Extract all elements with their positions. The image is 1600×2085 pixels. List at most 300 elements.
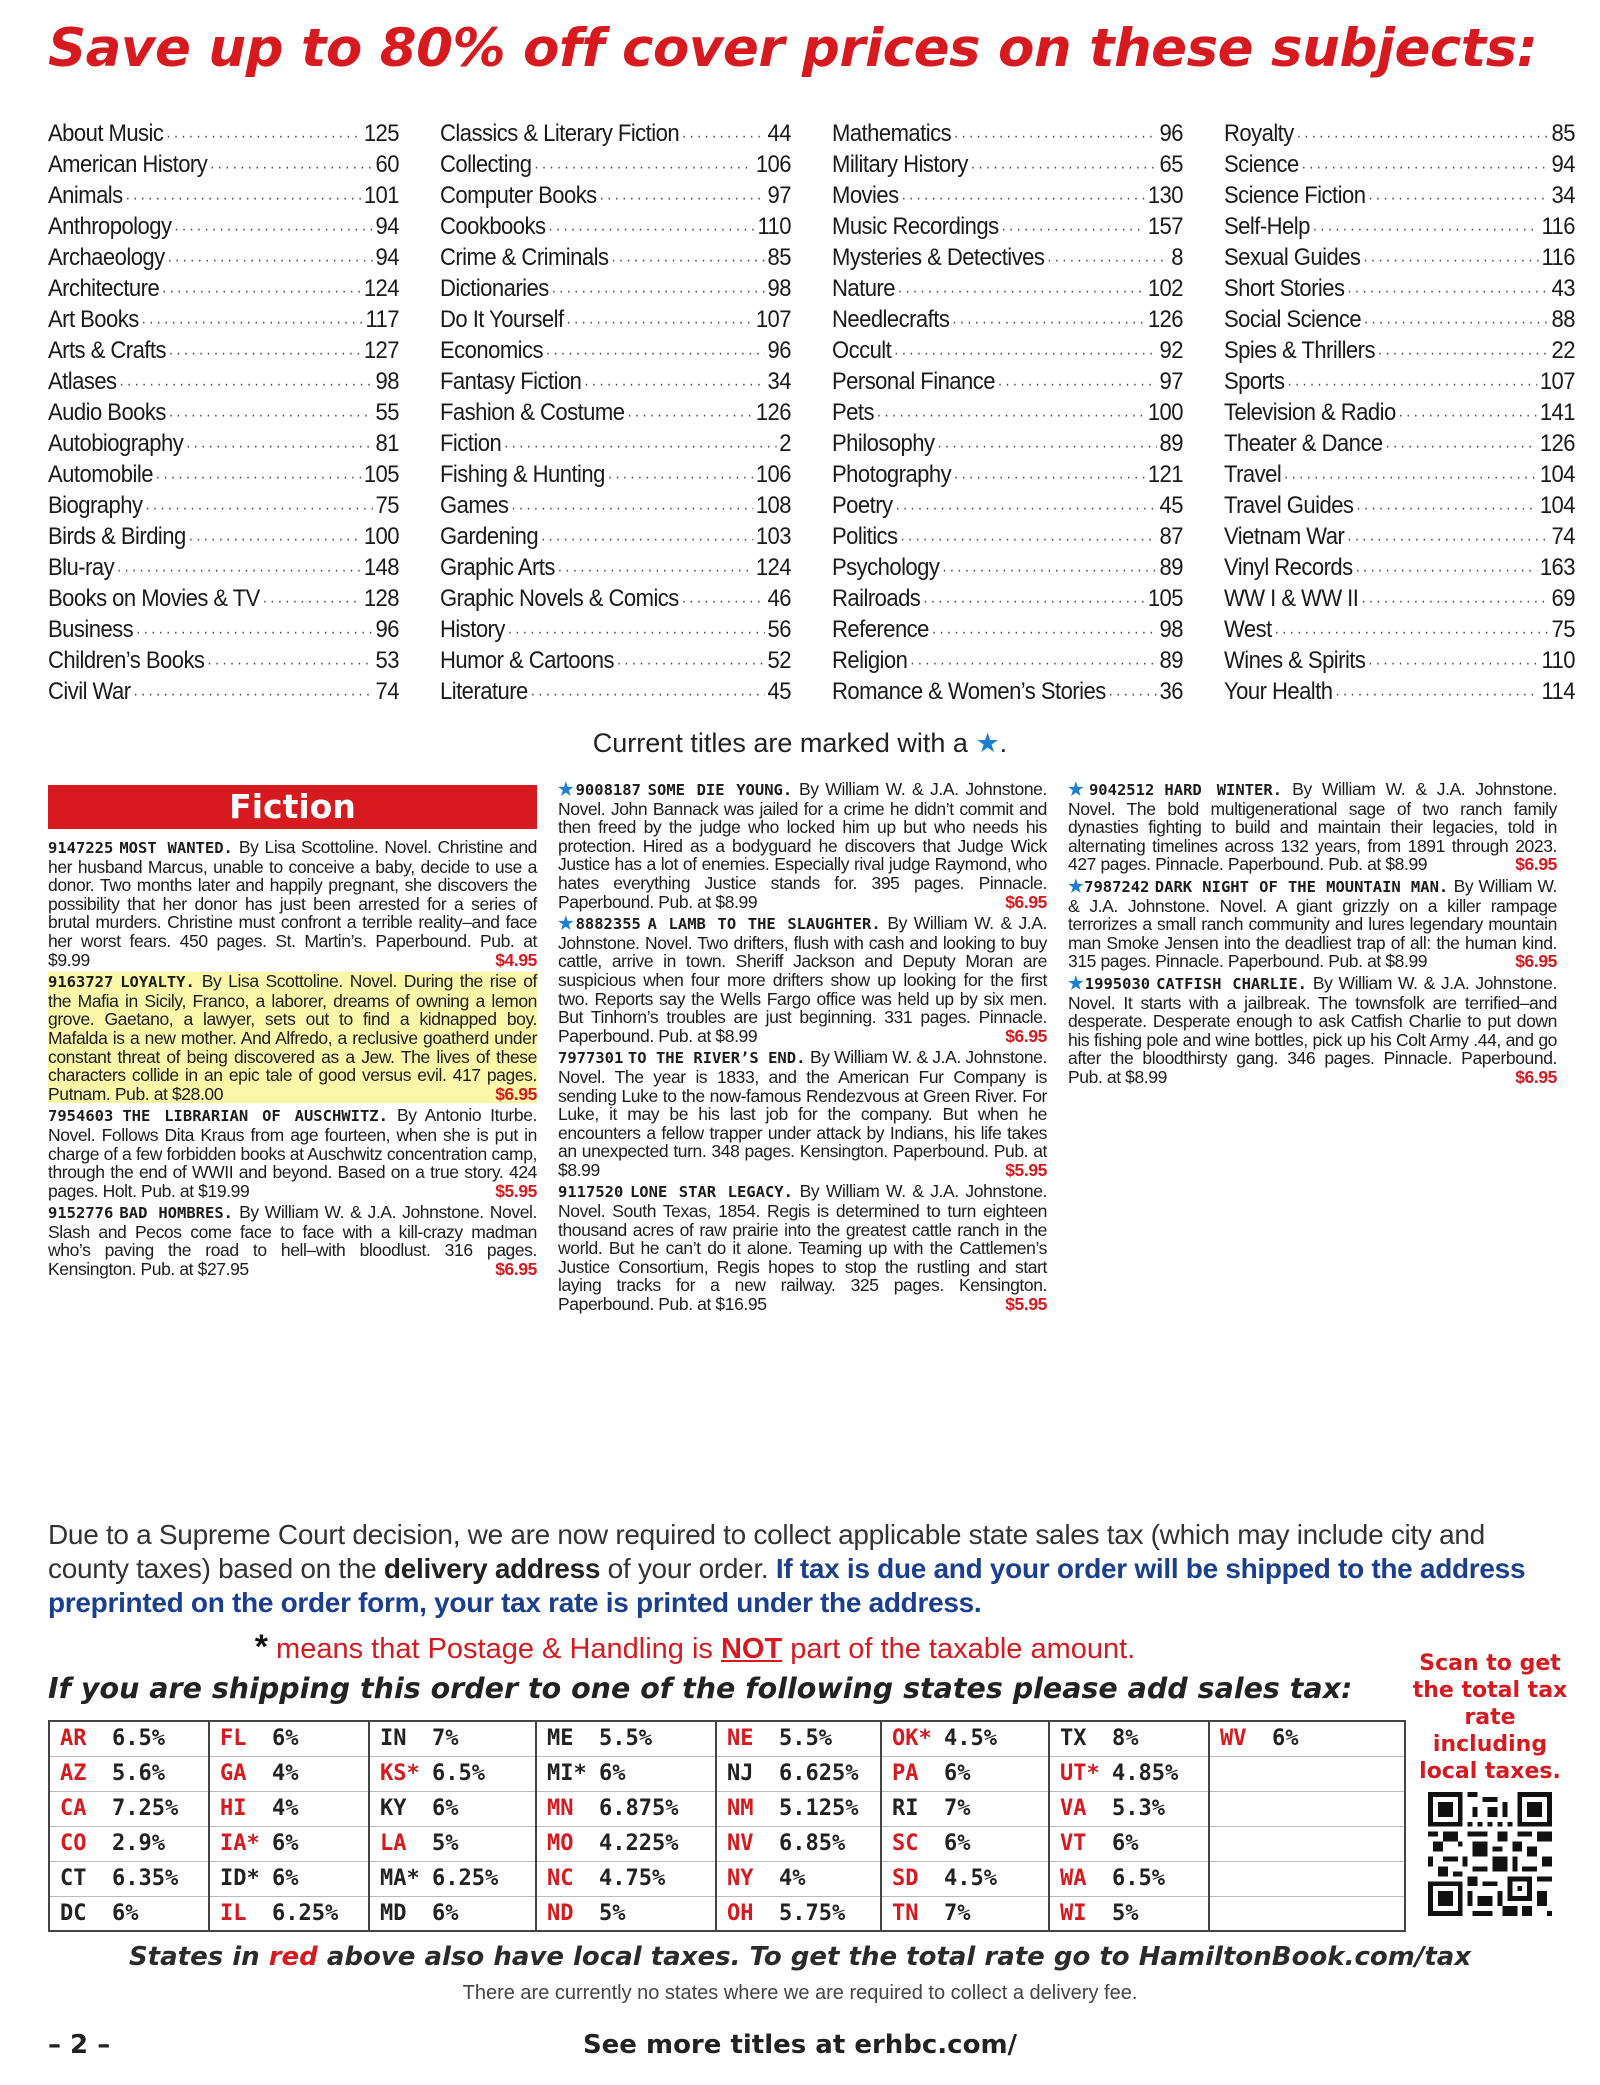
subject-entry[interactable]	[832, 430, 1183, 461]
leader-dots	[895, 500, 1157, 518]
subject-entry[interactable]	[48, 616, 399, 647]
book-listing[interactable]	[558, 914, 1047, 1045]
subject-name: Nature	[832, 275, 895, 302]
subject-page-number: 2	[779, 430, 791, 457]
state-code: ME	[547, 1726, 574, 1752]
subject-entry[interactable]	[48, 151, 399, 182]
state-code: NY	[727, 1866, 754, 1891]
subject-entry[interactable]	[1224, 151, 1575, 182]
book-listing[interactable]	[1068, 877, 1557, 971]
subject-page-number: 97	[767, 182, 791, 209]
leader-dots	[1287, 376, 1537, 394]
subject-entry[interactable]	[440, 492, 791, 523]
subject-entry[interactable]	[1224, 585, 1575, 616]
book-column-2	[558, 780, 1047, 1317]
leader-dots	[1363, 252, 1539, 270]
delivery-fee-note: There are currently no states where we are required to collect a delivery fee.	[462, 1982, 1138, 2004]
tax-rate: 5%	[432, 1831, 459, 1856]
subject-entry[interactable]	[48, 182, 399, 213]
subject-name: Vietnam War	[1224, 523, 1345, 550]
subject-page-number: 127	[363, 337, 399, 364]
leader-dots	[558, 562, 754, 580]
subject-page-number: 121	[1147, 461, 1183, 488]
tax-cell	[49, 1861, 209, 1896]
tax-cell	[1049, 1861, 1209, 1896]
leader-dots	[1356, 500, 1537, 518]
leader-dots	[584, 376, 765, 394]
state-code: IA*	[220, 1831, 260, 1856]
tax-cell	[49, 1896, 209, 1931]
tax-cell	[369, 1896, 536, 1931]
subject-page-number: 89	[1159, 430, 1183, 457]
subject-entry[interactable]	[48, 492, 399, 523]
subject-name: Cookbooks	[440, 213, 546, 240]
tax-cell	[881, 1896, 1049, 1931]
subject-name: Movies	[832, 182, 899, 209]
tax-cell	[369, 1791, 536, 1826]
tax-cell	[881, 1826, 1049, 1861]
subject-entry[interactable]	[832, 306, 1183, 337]
leader-dots	[117, 562, 361, 580]
tax-rate: 6%	[112, 1900, 139, 1926]
subject-name: West	[1224, 616, 1272, 643]
tax-cell	[1209, 1791, 1405, 1826]
subject-page-number: 103	[755, 523, 791, 550]
subject-name: Romance & Women’s Stories	[832, 678, 1106, 705]
leader-dots	[998, 376, 1157, 394]
state-code: MI*	[547, 1761, 587, 1786]
tax-rate: 6%	[272, 1726, 299, 1752]
tax-cell	[881, 1861, 1049, 1896]
tax-cell	[536, 1896, 716, 1931]
tax-cell	[209, 1756, 369, 1791]
state-code: CT	[60, 1866, 87, 1891]
leader-dots	[508, 624, 765, 642]
leader-dots	[1313, 221, 1539, 239]
subject-entry[interactable]	[1224, 275, 1575, 306]
subject-entry[interactable]	[832, 523, 1183, 554]
subject-entry[interactable]	[48, 430, 399, 461]
subject-entry[interactable]	[48, 306, 399, 337]
subject-entry[interactable]	[440, 306, 791, 337]
subject-page-number: 34	[767, 368, 791, 395]
tax-rate: 6%	[272, 1866, 299, 1891]
subject-entry[interactable]	[832, 492, 1183, 523]
subject-page-number: 46	[767, 585, 791, 612]
subject-page-number: 102	[1147, 275, 1183, 302]
subject-entry[interactable]	[832, 275, 1183, 306]
subject-page-number: 52	[767, 647, 791, 674]
book-price: $4.95	[495, 949, 537, 970]
scan-qr-label: Scan to get the total tax rate including local taxes.	[1412, 1651, 1568, 1784]
subject-page-number: 45	[767, 678, 791, 705]
subject-entry[interactable]	[1224, 554, 1575, 585]
subject-page-number: 98	[1159, 616, 1183, 643]
subject-name: Social Science	[1224, 306, 1362, 333]
leader-dots	[954, 469, 1145, 487]
subject-entry[interactable]	[440, 337, 791, 368]
subject-entry[interactable]	[1224, 182, 1575, 213]
subject-entry[interactable]	[440, 461, 791, 492]
subject-page-number: 92	[1159, 337, 1183, 364]
subject-entry[interactable]	[1224, 337, 1575, 368]
subject-entry[interactable]	[440, 399, 791, 430]
subject-entry[interactable]	[48, 585, 399, 616]
subject-name: Mathematics	[832, 120, 952, 147]
book-item-number: 9042512	[1088, 781, 1155, 799]
tax-cell	[536, 1861, 716, 1896]
subject-page-number: 65	[1159, 151, 1183, 178]
subject-entry[interactable]	[1224, 306, 1575, 337]
tax-row	[49, 1756, 1405, 1791]
subject-entry[interactable]	[48, 647, 399, 678]
tax-rate: 4%	[779, 1866, 806, 1891]
book-listing[interactable]	[558, 1182, 1047, 1313]
subject-page-number: 107	[1539, 368, 1575, 395]
leader-dots	[534, 159, 753, 177]
state-code: IL	[220, 1900, 247, 1926]
subject-page-number: 116	[1541, 244, 1575, 271]
subject-name: Children’s Books	[48, 647, 205, 674]
subject-entry[interactable]	[832, 461, 1183, 492]
tax-cell	[209, 1826, 369, 1861]
tax-cell	[1209, 1896, 1405, 1931]
book-listing[interactable]	[48, 1203, 537, 1278]
state-code: OK*	[892, 1726, 932, 1752]
leader-dots	[1335, 686, 1539, 704]
subject-entry[interactable]	[1224, 368, 1575, 399]
subject-entry[interactable]	[832, 554, 1183, 585]
subject-name: Humor & Cartoons	[440, 647, 614, 674]
book-item-number: 9147225	[48, 839, 114, 857]
leader-dots	[1355, 562, 1537, 580]
tax-cell	[369, 1721, 536, 1756]
current-titles-note: Current titles are marked with a ★.	[592, 728, 1008, 758]
tax-rate: 6.35%	[112, 1866, 179, 1891]
subject-name: Short Stories	[1224, 275, 1345, 302]
subject-entry[interactable]	[1224, 120, 1575, 151]
leader-dots	[1274, 624, 1548, 642]
state-code: NE	[727, 1726, 754, 1752]
subject-page-number: 104	[1539, 461, 1575, 488]
subject-entry[interactable]	[48, 461, 399, 492]
subject-entry[interactable]	[440, 430, 791, 461]
subject-name: Games	[440, 492, 509, 519]
subject-entry[interactable]	[48, 399, 399, 430]
book-price: $6.95	[1515, 951, 1557, 972]
leader-dots	[133, 686, 373, 704]
subject-page-number: 34	[1551, 182, 1575, 209]
current-title-star-icon: ★	[1068, 972, 1085, 993]
subject-entry[interactable]	[832, 616, 1183, 647]
book-listing[interactable]	[48, 1106, 537, 1200]
current-title-star-icon: ★	[558, 779, 576, 799]
subject-entry[interactable]	[832, 678, 1183, 709]
tax-rate: 5%	[1112, 1900, 1139, 1926]
book-description: By William W. & J.A. Johnstone. Novel. Two drifters, flush with cash and looking to buy cattle, arrive in town. Sheriff Jackson and Deputy Moran are suspicious when four more drifters show up looking for the first two. Reports say the Wells Fargo office was held up by six men. But Tinhorn’s troubles are just beginning. 331 pages. Pinnacle. Paperbound. Pub. at $8.99	[558, 913, 1047, 1046]
subject-name: Anthropology	[48, 213, 172, 240]
book-listing[interactable]	[558, 780, 1047, 911]
state-code: NV	[727, 1831, 754, 1856]
leader-dots	[1378, 345, 1549, 363]
subject-entry[interactable]	[1224, 523, 1575, 554]
asterisk-icon: *	[254, 1628, 268, 1666]
subject-name: Audio Books	[48, 399, 166, 426]
subject-entry[interactable]	[440, 647, 791, 678]
state-code: VA	[1060, 1796, 1087, 1821]
subject-entry[interactable]	[440, 213, 791, 244]
state-code: PA	[892, 1761, 919, 1786]
subject-page-number: 98	[767, 275, 791, 302]
current-title-star-icon: ★	[1068, 875, 1085, 896]
subject-entry[interactable]	[48, 275, 399, 306]
leader-dots	[1385, 438, 1537, 456]
tax-rate: 6%	[599, 1761, 626, 1786]
subject-page-number: 124	[755, 554, 791, 581]
subject-page-number: 75	[1551, 616, 1575, 643]
subject-entry[interactable]	[1224, 647, 1575, 678]
book-title: A LAMB TO THE SLAUGHTER.	[647, 915, 881, 934]
book-listing[interactable]	[48, 838, 537, 969]
book-description: By Lisa Scottoline. Novel. Christine and her husband Marcus, unable to conceive a baby, decide to use a donor. Two months later and happily pregnant, she discovers the possibility that her donor has just been arrested for a series of brutal murders. Christine must confront a terrible reality–and face her worst fears. 450 pages. St. Martin’s. Paperbound. Pub. at $9.99	[48, 837, 538, 970]
subject-page-number: 125	[363, 120, 399, 147]
subject-entry[interactable]	[1224, 461, 1575, 492]
subject-entry[interactable]	[832, 244, 1183, 275]
state-code: DC	[60, 1900, 87, 1926]
subject-entry[interactable]	[440, 368, 791, 399]
book-description: By William W. & J.A. Johnstone. Novel. The bold multigenerational sage of two ranch family dynasties fighting to build and maintain their legacies, told in alternating timelines across 132 years, from 1891 through 2023. 427 pages. Pinnacle. Paperbound. Pub. at $8.99	[1068, 779, 1558, 875]
subject-entry[interactable]	[1224, 678, 1575, 709]
state-code: MN	[547, 1796, 574, 1821]
subject-entry[interactable]	[48, 678, 399, 709]
subject-name: Animals	[48, 182, 123, 209]
state-code: WA	[1060, 1866, 1087, 1891]
subject-name: Science Fiction	[1224, 182, 1366, 209]
subject-page-number: 110	[1541, 647, 1575, 674]
state-code: WI	[1060, 1900, 1087, 1926]
state-code: MD	[380, 1900, 407, 1926]
subject-page-number: 87	[1159, 523, 1183, 550]
tax-cell	[1209, 1756, 1405, 1791]
subject-name: Music Recordings	[832, 213, 999, 240]
subject-entry[interactable]	[832, 399, 1183, 430]
leader-dots	[1001, 221, 1145, 239]
tax-cell	[536, 1721, 716, 1756]
leader-dots	[1364, 314, 1549, 332]
leader-dots	[156, 469, 362, 487]
book-price: $6.95	[495, 1083, 537, 1104]
subject-entry[interactable]	[440, 616, 791, 647]
book-item-number: 1995030	[1084, 974, 1151, 993]
tax-rate: 6.875%	[599, 1796, 679, 1821]
subject-entry[interactable]	[832, 647, 1183, 678]
tax-rate: 4.5%	[944, 1866, 997, 1891]
leader-dots	[504, 438, 777, 456]
postage-note: * means that Postage & Handling is NOT part of the taxable amount.	[254, 1628, 1136, 1666]
subject-name: Sports	[1224, 368, 1285, 395]
tax-cell	[716, 1861, 881, 1896]
subject-entry[interactable]	[832, 151, 1183, 182]
subject-page-number: 60	[375, 151, 399, 178]
subject-name: Archaeology	[48, 244, 165, 271]
subject-entry[interactable]	[440, 244, 791, 275]
subject-page-number: 89	[1159, 554, 1183, 581]
subject-entry[interactable]	[832, 120, 1183, 151]
subject-entry[interactable]	[832, 337, 1183, 368]
qr-code-icon[interactable]	[1428, 1792, 1552, 1916]
book-price: $5.95	[1005, 1294, 1047, 1315]
state-code: FL	[220, 1726, 247, 1752]
book-title: SOME DIE YOUNG.	[647, 781, 793, 799]
tax-cell	[1049, 1721, 1209, 1756]
subject-entry[interactable]	[440, 120, 791, 151]
tax-rate: 2.9%	[112, 1831, 165, 1856]
subject-page-number: 117	[365, 306, 399, 333]
state-code: ND	[547, 1900, 574, 1926]
leader-dots	[1398, 407, 1537, 425]
subject-entry[interactable]	[48, 523, 399, 554]
footer-website-link[interactable]: See more titles at erhbc.com/	[582, 2030, 1018, 2060]
subject-name: Science	[1224, 151, 1299, 178]
tax-rate: 4.85%	[1112, 1761, 1179, 1786]
tax-cell	[1049, 1756, 1209, 1791]
book-listing[interactable]	[48, 972, 537, 1103]
leader-dots	[1368, 190, 1549, 208]
tax-cell	[209, 1896, 369, 1931]
book-column-1	[48, 838, 537, 1282]
leader-dots	[162, 283, 361, 301]
subject-page-number: 148	[363, 554, 399, 581]
subject-name: Needlecrafts	[832, 306, 950, 333]
subject-name: Do It Yourself	[440, 306, 564, 333]
leader-dots	[954, 128, 1157, 146]
subject-entry[interactable]	[440, 554, 791, 585]
subject-entry[interactable]	[48, 554, 399, 585]
leader-dots	[174, 221, 373, 239]
subject-entry[interactable]	[440, 678, 791, 709]
book-title: CATFISH CHARLIE.	[1156, 974, 1307, 993]
subject-column	[48, 120, 398, 709]
tax-rate: 6%	[944, 1761, 971, 1786]
subject-page-number: 97	[1159, 368, 1183, 395]
leader-dots	[551, 283, 764, 301]
leader-dots	[952, 314, 1145, 332]
book-title: LOYALTY.	[120, 973, 195, 992]
subject-entry[interactable]	[440, 275, 791, 306]
subject-name: Fashion & Costume	[440, 399, 625, 426]
book-listing[interactable]	[558, 1048, 1047, 1179]
subject-page-number: 106	[755, 151, 791, 178]
state-code: CO	[60, 1831, 87, 1856]
state-code: OH	[727, 1900, 754, 1926]
subject-name: Psychology	[832, 554, 940, 581]
book-title: THE LIBRARIAN OF AUSCHWITZ.	[122, 1107, 388, 1126]
tax-rate: 7%	[944, 1900, 971, 1926]
subject-entry[interactable]	[1224, 399, 1575, 430]
subject-index	[48, 120, 1575, 720]
subject-entry[interactable]	[440, 182, 791, 213]
subject-page-number: 88	[1551, 306, 1575, 333]
leader-dots	[898, 283, 1145, 301]
tax-cell	[536, 1826, 716, 1861]
tax-rate: 6.25%	[272, 1900, 339, 1926]
book-listing[interactable]	[1068, 974, 1557, 1087]
subject-entry[interactable]	[48, 120, 399, 151]
leader-dots	[125, 190, 361, 208]
book-item-number: 7977301	[558, 1049, 624, 1068]
subject-column	[1224, 120, 1574, 709]
book-title: DARK NIGHT OF THE MOUNTAIN MAN.	[1154, 877, 1449, 896]
subject-entry[interactable]	[1224, 430, 1575, 461]
subject-entry[interactable]	[832, 182, 1183, 213]
book-description: By William W. & J.A. Johnstone. Novel. A giant grizzly on a killer rampage terrorizes a small ranch community and lures legendary mountain man Smoke Jensen into the deadliest trap of all: the human kind. 315 pages. Pinnacle. Paperbound. Pub. at $8.99	[1068, 875, 1557, 972]
subject-entry[interactable]	[48, 368, 399, 399]
subject-entry[interactable]	[48, 244, 399, 275]
subject-entry[interactable]	[440, 151, 791, 182]
subject-entry[interactable]	[1224, 244, 1575, 275]
tax-rate: 6.5%	[1112, 1866, 1165, 1891]
subject-entry[interactable]	[832, 585, 1183, 616]
subject-name: Philosophy	[832, 430, 935, 457]
tax-row	[49, 1721, 1405, 1756]
subject-page-number: 141	[1539, 399, 1575, 426]
subject-entry[interactable]	[48, 337, 399, 368]
state-code: GA	[220, 1761, 247, 1786]
state-code: TX	[1060, 1726, 1087, 1752]
book-title: MOST WANTED.	[119, 839, 233, 857]
book-title: TO THE RIVER’S END.	[627, 1049, 806, 1068]
leader-dots	[207, 655, 373, 673]
tax-row	[49, 1896, 1405, 1931]
state-code: AZ	[60, 1761, 87, 1786]
subject-page-number: 157	[1147, 213, 1183, 240]
subject-entry[interactable]	[1224, 616, 1575, 647]
tax-cell	[49, 1756, 209, 1791]
subject-name: Fishing & Hunting	[440, 461, 605, 488]
subject-page-number: 43	[1551, 275, 1575, 302]
subject-page-number: 85	[1551, 120, 1575, 147]
local-taxes-note: States in red above also have local taxes. To get the total rate go to HamiltonBook.com/tax	[128, 1942, 1472, 1972]
leader-dots	[1368, 655, 1539, 673]
subject-name: Wines & Spirits	[1224, 647, 1366, 674]
subject-entry[interactable]	[1224, 492, 1575, 523]
subject-name: Atlases	[48, 368, 117, 395]
subject-entry[interactable]	[48, 213, 399, 244]
subject-page-number: 100	[1147, 399, 1183, 426]
tax-cell	[1049, 1896, 1209, 1931]
leader-dots	[530, 686, 764, 704]
subject-entry[interactable]	[832, 213, 1183, 244]
tax-cell	[716, 1791, 881, 1826]
subject-name: Fantasy Fiction	[440, 368, 582, 395]
subject-entry[interactable]	[440, 523, 791, 554]
book-description: By William W. & J.A. Johnstone. Novel. It starts with a jailbreak. The townsfolk are terrified–and desperate. Desperate enough to ask Catfish Charlie to put down his fishing pole and wine bottles, pick up his Colt Army .44, and go after the bloodthirsty gang. 346 pages. Pinnacle. Paperbound. Pub. at $8.99	[1068, 972, 1557, 1087]
book-listing[interactable]	[1068, 780, 1557, 874]
current-title-star-icon: ★	[1068, 779, 1089, 799]
leader-dots	[617, 655, 765, 673]
subject-name: Civil War	[48, 678, 131, 705]
tax-rate: 6%	[272, 1831, 299, 1856]
leader-dots	[511, 500, 753, 518]
leader-dots	[900, 531, 1157, 549]
subject-entry[interactable]	[1224, 213, 1575, 244]
tax-cell	[209, 1791, 369, 1826]
subject-entry[interactable]	[832, 368, 1183, 399]
subject-page-number: 100	[363, 523, 399, 550]
subject-entry[interactable]	[440, 585, 791, 616]
tax-rate: 5%	[599, 1900, 626, 1926]
state-code: HI	[220, 1796, 247, 1821]
